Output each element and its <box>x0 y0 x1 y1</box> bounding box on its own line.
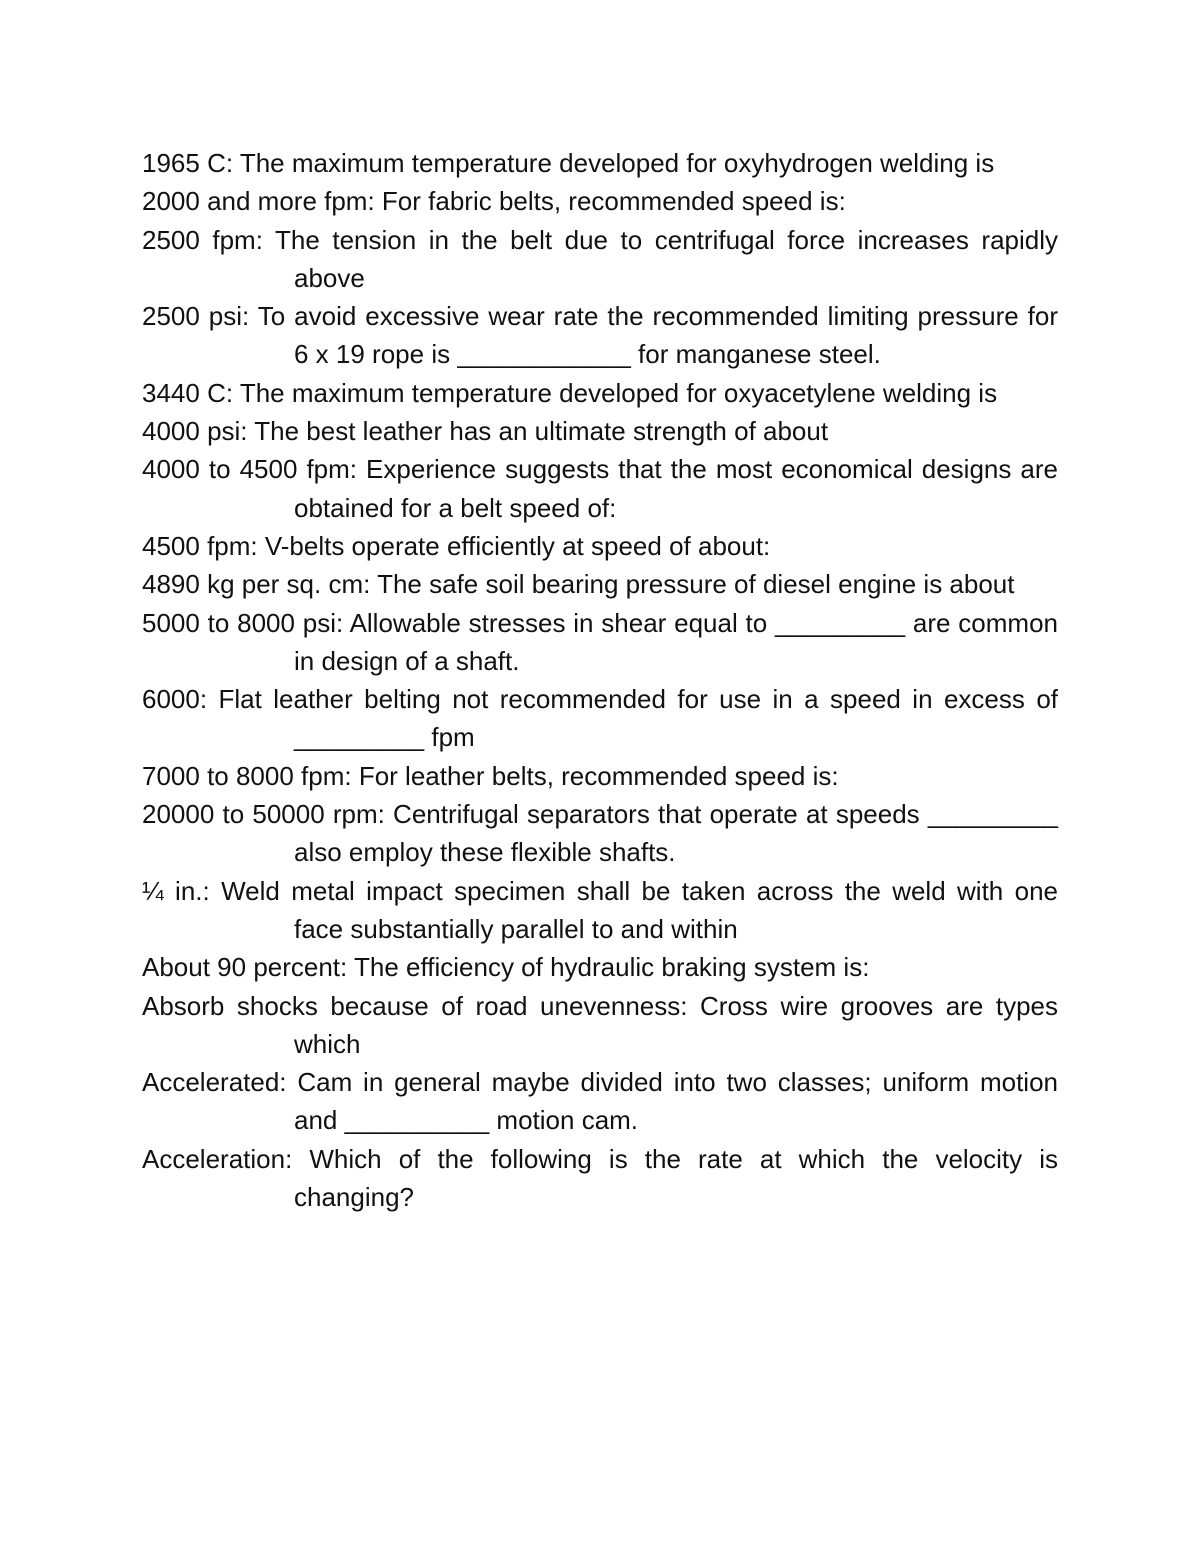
entry: Accelerated: Cam in general maybe divided into two classes; uniform motion and __________ motion cam. <box>142 1067 1058 1136</box>
entry: 20000 to 50000 rpm: Centrifugal separators that operate at speeds _________ also employ these flexible shafts. <box>142 799 1058 868</box>
entry: 6000: Flat leather belting not recommended for use in a speed in excess of _________ fpm <box>142 684 1058 753</box>
entry: 1965 C: The maximum temperature developed for oxyhydrogen welding is <box>142 148 995 178</box>
entry: 4890 kg per sq. cm: The safe soil bearing pressure of diesel engine is about <box>142 569 1015 600</box>
entry: 7000 to 8000 fpm: For leather belts, recommended speed is: <box>142 760 839 791</box>
glossary-entries <box>142 144 1058 1216</box>
entry: 3440 C: The maximum temperature developed for oxyacetylene welding is <box>142 377 998 408</box>
entry: ¼ in.: Weld metal impact specimen shall be taken across the weld with one face substantially parallel to and within <box>142 875 1058 944</box>
entry: 5000 to 8000 psi: Allowable stresses in shear equal to _________ are common in design of a shaft. <box>142 607 1058 676</box>
entry: 4000 to 4500 fpm: Experience suggests that the most economical designs are obtained for a belt speed of: <box>142 454 1058 523</box>
entry: Absorb shocks because of road unevenness: Cross wire grooves are types which <box>142 990 1058 1059</box>
entry: 2000 and more fpm: For fabric belts, recommended speed is: <box>142 186 846 217</box>
entry: About 90 percent: The efficiency of hydraulic braking system is: <box>142 952 870 983</box>
entry: 4500 fpm: V-belts operate efficiently at speed of about: <box>142 530 771 561</box>
entry: Acceleration: Which of the following is the rate at which the velocity is changing? <box>142 1143 1058 1213</box>
entry: 2500 psi: To avoid excessive wear rate the recommended limiting pressure for 6 x 19 rope is ____________ for manganese steel. <box>142 301 1058 370</box>
entry: 2500 fpm: The tension in the belt due to centrifugal force increases rapidly above <box>142 224 1058 293</box>
entry: 4000 psi: The best leather has an ultimate strength of about <box>142 416 829 447</box>
